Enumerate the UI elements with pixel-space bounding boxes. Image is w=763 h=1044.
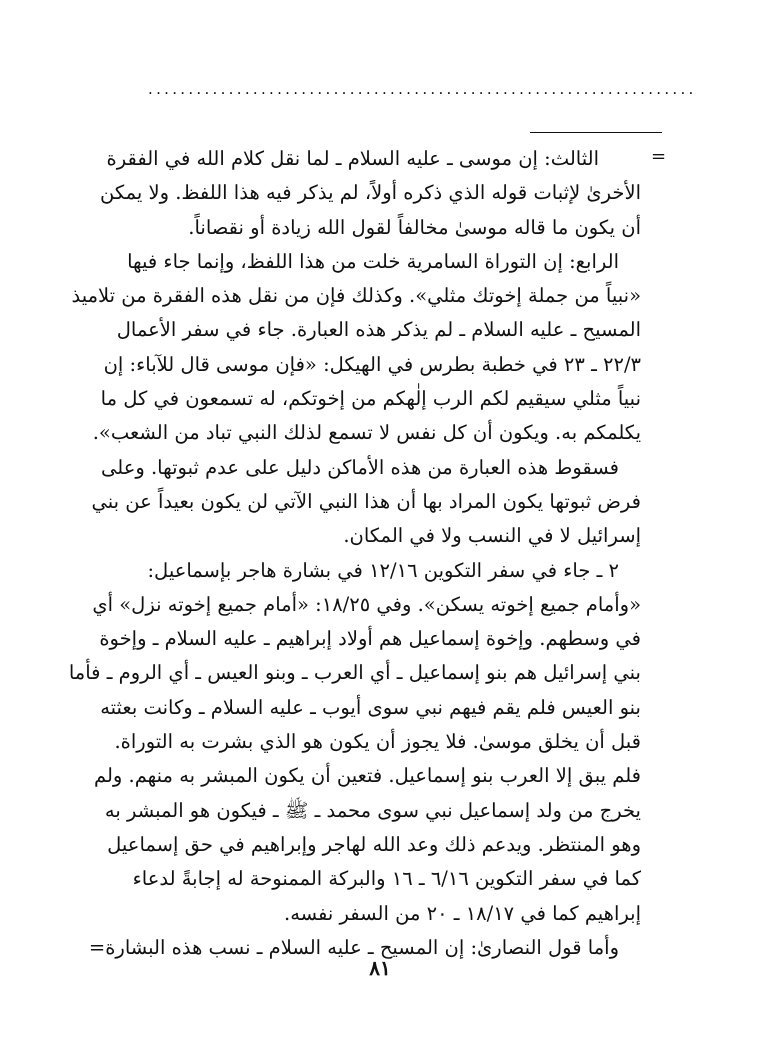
text-line: ٢ ـ جاء في سفر التكوين ١٢/١٦ في بشارة هاجر بإسماعيل: [147, 558, 619, 582]
text-line: فلم يبق إلا العرب بنو إسماعيل. فتعين أن يكون المبشر به منهم. ولم [93, 764, 641, 788]
text-line: المسيح ـ عليه السلام ـ لم يذكر هذه العبارة. جاء في سفر الأعمال [116, 318, 641, 342]
text-line: في وسطهم. وإخوة إسماعيل هم أولاد إبراهيم ـ عليه السلام ـ وإخوة [99, 627, 641, 651]
text-line: فسقوط هذه العبارة من هذه الأماكن دليل على عدم ثبوتها. وعلى [101, 455, 619, 479]
page-number: ٨١ [369, 956, 391, 980]
text-line: ٢٢/٣ ـ ٢٣ في خطبة بطرس في الهيكل: «فإن موسى قال للآباء: إن [103, 352, 641, 376]
text-line: أن يكون ما قاله موسىٰ مخالفاً لقول الله زيادة أو نقصاناً. [188, 215, 641, 239]
text-line: كما في سفر التكوين ٦/١٦ ـ ١٦ والبركة الممنوحة له إجابةً لدعاء [132, 867, 641, 891]
text-line: بنو العيس فلم يقم فيهم نبي سوى أيوب ـ عليه السلام ـ وكانت بعثته [100, 695, 641, 719]
header-dotted-line: .................................................................... [148, 80, 697, 98]
text-line: الأخرىٰ لإثبات قوله الذي ذكره أولاً، لم يذكر فيه هذا اللفظ. ولا يمكن [99, 181, 641, 205]
text-line: إبراهيم كما في ١٨/١٧ ـ ٢٠ من السفر نفسه. [284, 901, 641, 925]
text-line: «نبياً من جملة إخوتك مثلي». وكذلك فإن من نقل هذه الفقرة من تلاميذ [71, 284, 641, 308]
footnote-text-block [68, 142, 641, 965]
text-line: فرض ثبوتها يكون المراد بها أن هذا النبي الآتي لن يكون بعيداً عن بني [91, 489, 641, 513]
text-line: وهو المنتظر. ويدعم ذلك وعد الله لهاجر وإبراهيم في حق إسماعيل [107, 832, 641, 856]
text-line: الرابع: إن التوراة السامرية خلت من هذا اللفظ، وإنما جاء فيها [127, 249, 619, 273]
text-line: يكلمكم به. ويكون أن كل نفس لا تسمع لذلك النبي تباد من الشعب». [92, 421, 641, 445]
text-line: بني إسرائيل هم بنو إسماعيل ـ أي العرب ـ وبنو العيس ـ أي الروم ـ فأما [68, 661, 641, 685]
text-line: وأما قول النصارىٰ: إن المسيح ـ عليه السلام ـ نسب هذه البشارة= [88, 935, 619, 959]
text-line: نبياً مثلي سيقيم لكم الرب إلٰهكم من إخوتكم، له تسمعون في كل ما [100, 387, 641, 411]
text-line: «وأمام جميع إخوته يسكن». وفي ١٨/٢٥: «أمام جميع إخوته نزل» أي [92, 592, 641, 616]
text-line: الثالث: إن موسى ـ عليه السلام ـ لما نقل كلام الله في الفقرة [106, 147, 599, 170]
footnote-separator-rule [530, 132, 662, 133]
text-line: إسرائيل لا في النسب ولا في المكان. [343, 524, 641, 548]
footnote-continuation-marker: = [651, 146, 667, 167]
text-line: يخرج من ولد إسماعيل نبي سوى محمد ـ ﷺ ـ فيكون هو المبشر به [104, 798, 641, 822]
text-line: قبل أن يخلق موسىٰ. فلا يجوز أن يكون هو الذي بشرت به التوراة. [114, 730, 641, 754]
